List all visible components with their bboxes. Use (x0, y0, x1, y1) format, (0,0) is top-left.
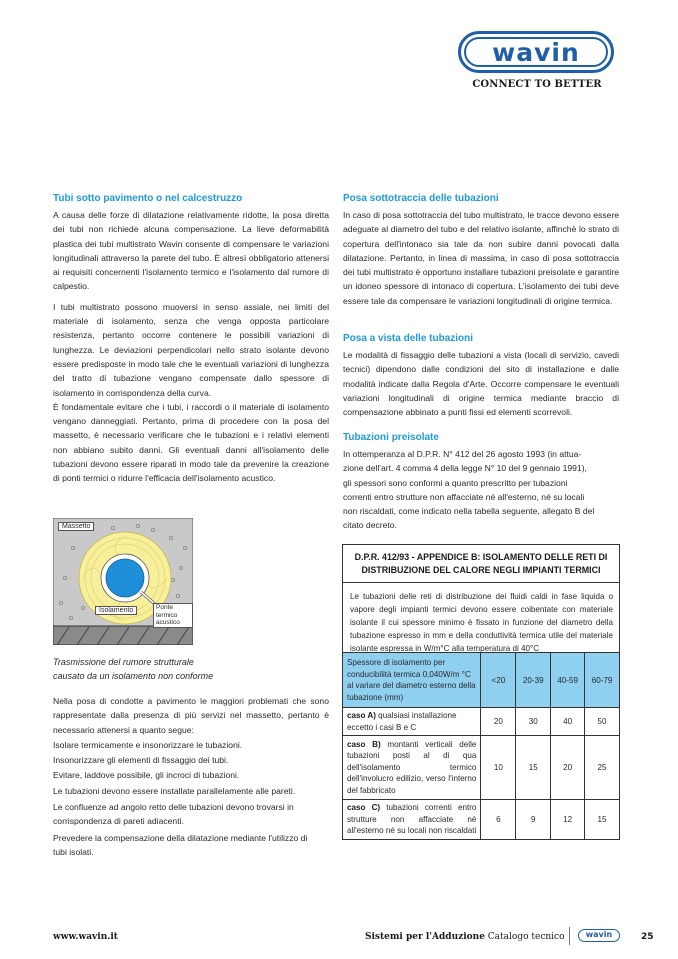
table-cell: 9 (516, 800, 551, 840)
table-header-cell: <20 (481, 653, 516, 708)
paragraph: È fondamentale evitare che i tubi, i raccordi o il materiale di isolamento vengano danneggiati. Pertanto, prima di procedere con la posa del massetto, è necessario verificare che le tubazioni e i relativi elementi non abbiano subito danni. Gli eventuali danni all'isolamento delle tubazioni devono essere riparati in modo tale da prevenire la creazione di ponti termici o ridurre l'efficacia dell'isolamento acustico. (53, 401, 329, 484)
table-row (343, 708, 620, 736)
paragraph: I tubi multistrato possono muoversi in senso assiale, nei limiti del materiale di isolamento, senza che venga opposta particolare resistenza, pertanto occorre contenere le possibili variazioni di lunghezza. Le deviazioni perpendicolari nello strato isolante devono essere predisposte in modo tale che le eventuali variazioni di lunghezza del tratto di tubazione vengano compensate dallo spessore di isolamento in corrispondenza della curva. (53, 301, 329, 398)
paragraph: A causa delle forze di dilatazione relativamente ridotte, la posa diretta dei tubi non richiede alcuna compensazione. La lieve deformabilità plastica dei tubi multistrato Wavin consente di compensare le variazioni longitudinali attraverso la parete del tubo. È altresì obbligatorio attenersi ai requisiti concernenti l'isolamento termico e l'isolamento dal rumore di calpestio. (53, 210, 329, 292)
section-title: Posa sottotraccia delle tubazioni (343, 193, 499, 204)
illustration-caption: Trasmissione del rumore strutturale causato da un isolamento non conforme (53, 657, 214, 681)
label-ponte-termico: Ponte termico acustico (153, 603, 193, 628)
list-item: Prevedere la compensazione della dilatazione mediante l'utilizzo di tubi isolati. (53, 833, 308, 858)
table-cell: 6 (481, 800, 516, 840)
table-header-label: Spessore di isolamento per conducibilità termica 0,040W/m °C al variare del diametro esterno della tubazione (mm) (343, 653, 481, 708)
tagline: CONNECT TO BETTER (472, 79, 602, 90)
table-cell: 20 (551, 736, 585, 800)
list-item: Isolare termicamente e insonorizzare le tubazioni. (53, 739, 243, 750)
table-cell: 10 (481, 736, 516, 800)
table-cell: 15 (585, 800, 620, 840)
table-cell: 40 (551, 708, 585, 736)
right-section-chased-pipes (343, 193, 619, 308)
list-item: Le tubazioni devono essere installate parallelamente alle pareti. (53, 785, 296, 796)
table-row (343, 800, 620, 840)
page-number: 25 (641, 932, 654, 942)
table-row-label: caso C) tubazioni correnti entro strutture non affacciate né all'esterno né su locali non riscaldati (343, 800, 481, 840)
footer-divider (569, 927, 570, 945)
right-section-preinsulated (343, 432, 619, 533)
left-section-floor-pipes (53, 193, 329, 486)
section-title: Tubazioni preisolate (343, 432, 439, 443)
table-header-cell: 40-59 (551, 653, 585, 708)
dpr-table-header-box (342, 544, 620, 663)
table-cell: 15 (516, 736, 551, 800)
list-item: Le confluenze ad angolo retto delle tubazioni devono trovarsi in corrispondenza di pareti adiacenti. (53, 802, 294, 827)
dpr-table-description: Le tubazioni delle reti di distribuzione dei fluidi caldi in fase liquida o vapore degli impianti termici devono essere coibentate con materiale isolante il cui spessore minimo è fissato in funzione del diametro della tubazione espresso in mm e della conduttività termica utile del materiale isolante espressa in W/m°C alla temperatura di 40°C (350, 592, 613, 653)
pipe-insulation-illustration (53, 518, 193, 645)
table-row (343, 736, 620, 800)
table-cell: 30 (516, 708, 551, 736)
table-cell: 50 (585, 708, 620, 736)
paragraph: In caso di posa sottotraccia del tubo multistrato, le tracce devono essere adeguate al diametro del tubo e del relativo isolante, affinchè lo strato di copertura dell'intonaco sia tale da non subire danni povocati dalla dilatazione. Pertanto, in linea di massima, in caso di posa sottotraccia dei tubi multistrato è opportuno installare tubazioni preisolate e garantire un idoneo spessore di intonaco di copertura. L'isolamento dei tubi deve essere tale da compensare le variazioni longitudinali di origine termica. (343, 210, 619, 306)
insulation-thickness-table (342, 652, 620, 840)
right-section-exposed-pipes (343, 333, 619, 419)
paragraph: Le modalità di fissaggio delle tubazioni a vista (locali di servizio, cavedi tecnici) dipendono dalle condizioni del sito di installazione e dalle modalità indicate dalla Regola d'Arte. Occorre compensare le eventuali variazioni longitudinali di origine termica mediante braccio di compensazione abbinato a punti fissi ed elementi scorrevoli. (343, 350, 619, 418)
label-massetto: Massetto (58, 522, 94, 531)
footer-catalog-title: Sistemi per l'Adduzione Catalogo tecnico (365, 932, 565, 942)
footer-wavin-logo: wavin (578, 929, 620, 942)
table-row-label: caso B) montanti verticali delle tubazioni posti al di qua dell'isolamento termico dell'involucro edilizio, verso l'interno del fabbricato (343, 736, 481, 800)
table-header-cell: 60-79 (585, 653, 620, 708)
section-title: Posa a vista delle tubazioni (343, 333, 474, 344)
table-cell: 25 (585, 736, 620, 800)
left-section-floor-requirements (53, 694, 329, 859)
list-item: Insonorizzare gli elementi di fissaggio dei tubi. (53, 755, 229, 766)
table-cell: 20 (481, 708, 516, 736)
table-header-row (343, 653, 620, 708)
table-header-cell: 20-39 (516, 653, 551, 708)
label-isolamento: Isolamento (95, 606, 137, 615)
paragraph: Nella posa di condotte a pavimento le maggiori problemati che sono rappresentate dalla presenza di più servizi nel massetto, pertanto è necessario attenersi a quanto segue: (53, 696, 329, 735)
list-item: Evitare, laddove possibile, gli incroci di tubazioni. (53, 770, 240, 781)
table-row-label: caso A) qualsiasi installazione eccetto i casi B e C (343, 708, 481, 736)
section-title: Tubi sotto pavimento o nel calcestruzzo (53, 193, 243, 204)
table-cell: 12 (551, 800, 585, 840)
wavin-logo (458, 31, 614, 73)
logo-text: wavin (492, 38, 580, 67)
dpr-table-title: D.P.R. 412/93 - APPENDICE B: ISOLAMENTO DELLE RETI DI DISTRIBUZIONE DEL CALORE NEGLI IMPIANTI TERMICI (343, 545, 619, 583)
footer-website-link[interactable]: www.wavin.it (53, 932, 118, 942)
paragraph: In ottemperanza al D.P.R. N° 412 del 26 agosto 1993 (in attua- zione dell'art. 4 comma 4 della legge N° 10 del 9 gennaio 1991), gli spessori sono conformi a quanto prescritto per tubazioni correnti entro strutture non affacciate né all'esterno, né su locali non riscaldati, come indicato nella tabella seguente, allegato B del citato decreto. (343, 449, 595, 531)
